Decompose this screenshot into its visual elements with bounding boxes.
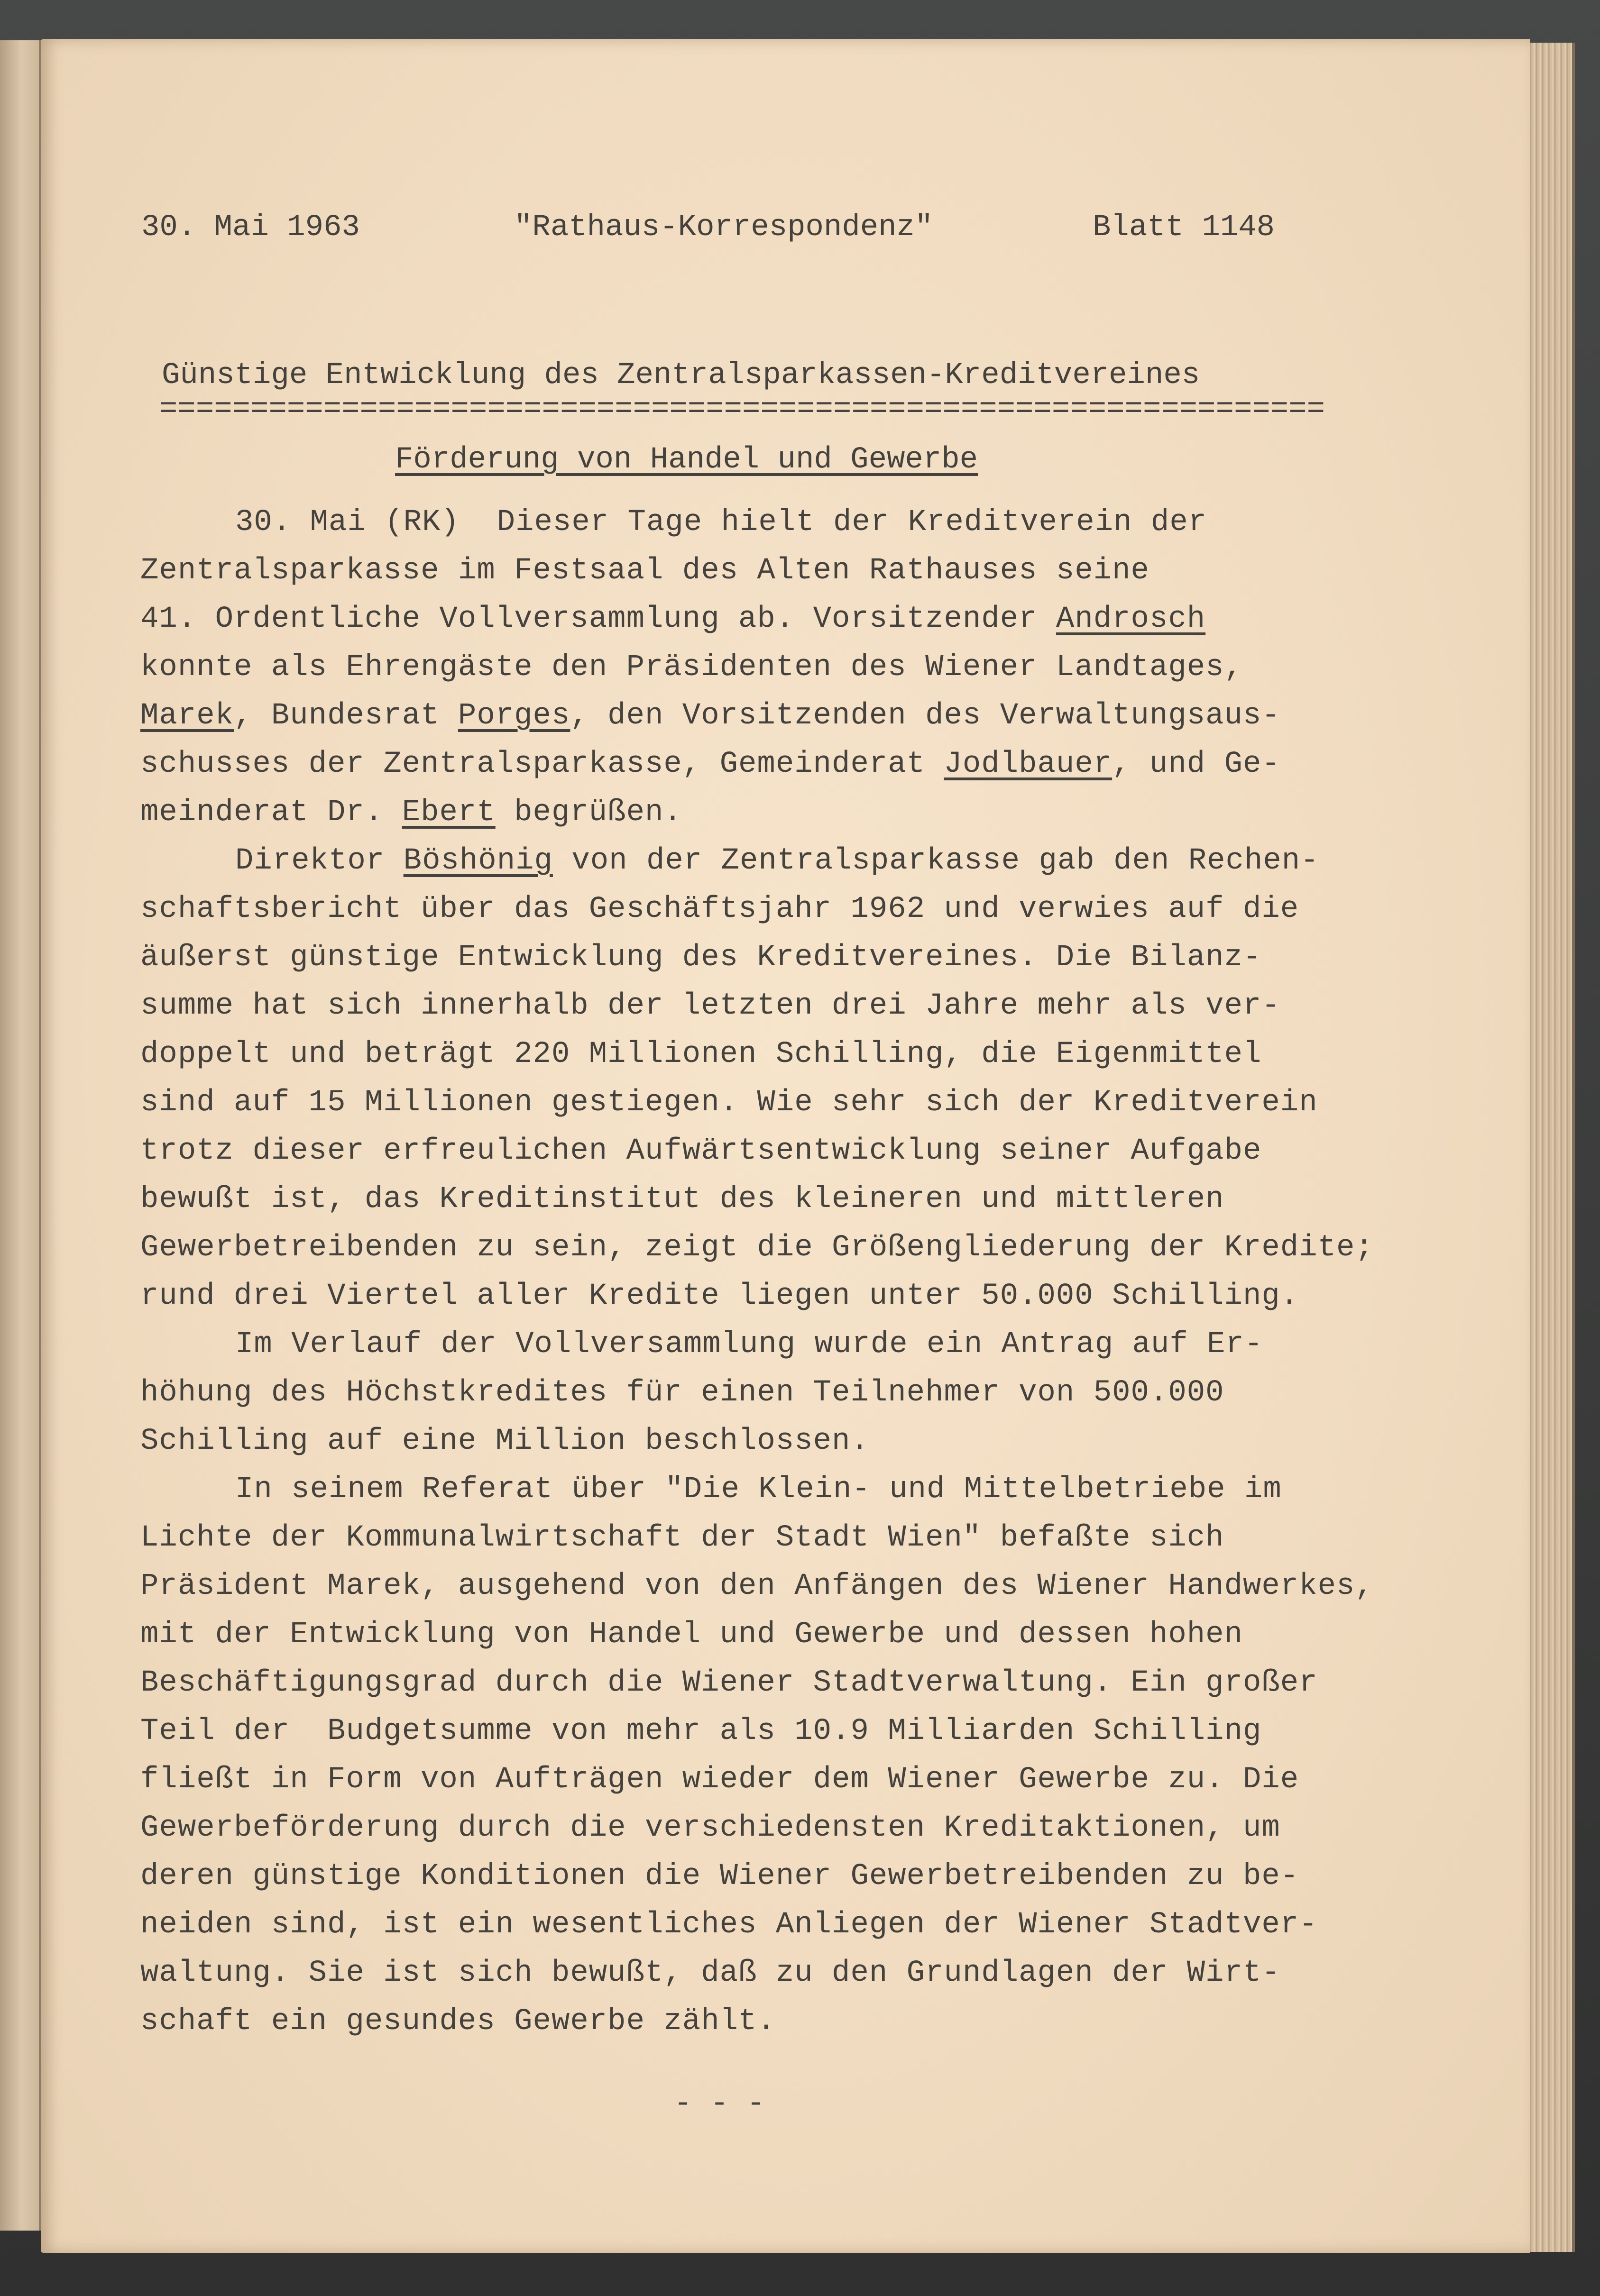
body-line: schaftsbericht über das Geschäftsjahr 1962 und verwies auf die (140, 892, 1299, 926)
body-line: waltung. Sie ist sich bewußt, daß zu den Grundlagen der Wirt- (140, 1956, 1280, 1990)
body-line: Beschäftigungsgrad durch die Wiener Stadtverwaltung. Ein großer (140, 1666, 1318, 1700)
body-line: Schilling auf eine Million beschlossen. (140, 1424, 869, 1458)
body-line: In seinem Referat über "Die Klein- und Mittelbetriebe im (235, 1473, 1282, 1507)
document-page (41, 39, 1530, 2253)
previous-page-edge (0, 40, 41, 2231)
person-name-jodlbauer: Jodlbauer (944, 747, 1113, 781)
body-line: konnte als Ehrengäste den Präsidenten des Wiener Landtages, (140, 650, 1243, 685)
body-line: Marek, Bundesrat Porges, den Vorsitzenden des Verwaltungsaus- (140, 699, 1280, 733)
body-line: Gewerbeförderung durch die verschiedensten Kreditaktionen, um (140, 1811, 1280, 1845)
article-subtitle: Förderung von Handel und Gewerbe (395, 443, 978, 477)
body-line: rund drei Viertel aller Kredite liegen unter 50.000 Schilling. (140, 1279, 1299, 1313)
end-mark: - - - (674, 2087, 765, 2121)
body-line: Direktor Böshönig von der Zentralsparkasse gab den Rechen- (235, 844, 1319, 878)
body-line: Zentralsparkasse im Festsaal des Alten Rathauses seine (140, 554, 1149, 588)
person-name-androsch: Androsch (1056, 602, 1206, 636)
person-name-marek: Marek (140, 699, 234, 733)
header-date: 30. Mai 1963 (141, 210, 360, 245)
article-title: Günstige Entwicklung des Zentralsparkassen-Kreditvereines (162, 358, 1200, 393)
person-name-boeshoenig: Böshönig (403, 844, 553, 878)
body-line: meinderat Dr. Ebert begrüßen. (140, 796, 682, 830)
body-line: mit der Entwicklung von Handel und Gewerbe und dessen hohen (140, 1618, 1243, 1652)
person-name-porges: Porges (458, 699, 570, 733)
body-line: bewußt ist, das Kreditinstitut des kleineren und mittleren (140, 1182, 1224, 1217)
body-line: 41. Ordentliche Vollversammlung ab. Vorsitzender Androsch (140, 602, 1206, 636)
body-line: Im Verlauf der Vollversammlung wurde ein Antrag auf Er- (235, 1327, 1263, 1362)
body-line: Gewerbetreibenden zu sein, zeigt die Größengliederung der Kredite; (140, 1231, 1374, 1265)
body-line: schusses der Zentralsparkasse, Gemeinderat Jodlbauer, und Ge- (140, 747, 1280, 781)
header-sheet-number: Blatt 1148 (1093, 210, 1275, 245)
body-line: trotz dieser erfreulichen Aufwärtsentwicklung seiner Aufgabe (140, 1134, 1262, 1168)
body-line: neiden sind, ist ein wesentliches Anliegen der Wiener Stadtver- (140, 1908, 1318, 1942)
body-line: äußerst günstige Entwicklung des Kreditvereines. Die Bilanz- (140, 941, 1262, 975)
body-line: höhung des Höchstkredites für einen Teilnehmer von 500.000 (140, 1376, 1224, 1410)
title-double-rule: ================================================================ (159, 400, 1325, 419)
body-line: Teil der Budgetsumme von mehr als 10.9 Milliarden Schilling (140, 1714, 1262, 1748)
body-line: schaft ein gesundes Gewerbe zählt. (140, 2004, 776, 2039)
body-line: 30. Mai (RK) Dieser Tage hielt der Kreditverein der (235, 505, 1207, 540)
body-line: Lichte der Kommunalwirtschaft der Stadt Wien" befaßte sich (140, 1521, 1224, 1555)
body-line: fließt in Form von Aufträgen wieder dem Wiener Gewerbe zu. Die (140, 1763, 1299, 1797)
body-line: doppelt und beträgt 220 Millionen Schilling, die Eigenmittel (140, 1037, 1262, 1071)
body-line: deren günstige Konditionen die Wiener Gewerbetreibenden zu be- (140, 1859, 1299, 1894)
body-line: summe hat sich innerhalb der letzten drei Jahre mehr als ver- (140, 989, 1280, 1023)
body-line: Präsident Marek, ausgehend von den Anfängen des Wiener Handwerkes, (140, 1569, 1374, 1603)
header-publication: "Rathaus-Korrespondenz" (514, 210, 933, 245)
person-name-ebert: Ebert (402, 796, 496, 830)
body-line: sind auf 15 Millionen gestiegen. Wie sehr sich der Kreditverein (140, 1086, 1318, 1120)
